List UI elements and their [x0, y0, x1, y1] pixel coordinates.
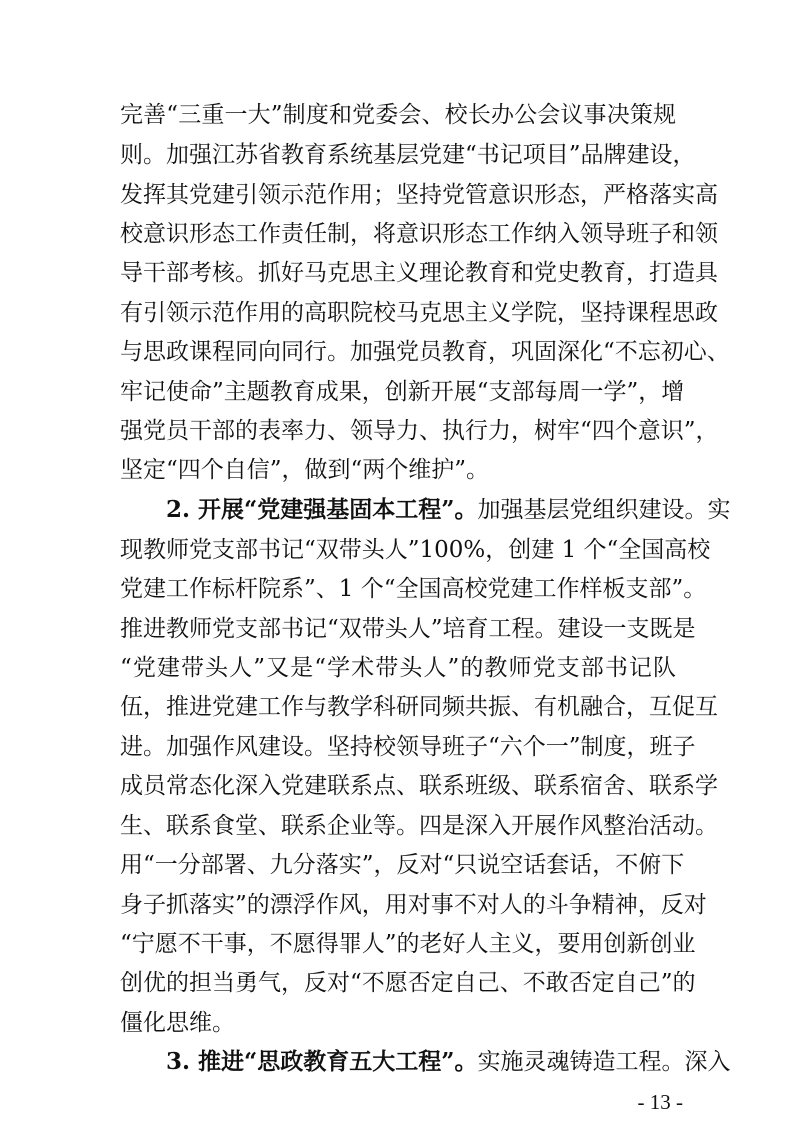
paragraph-1-line-7: 与思政课程同向同行。加强党员教育，巩固深化“不忘初心、 [120, 339, 730, 365]
section-2-line-13: 创优的担当勇气，反对“不愿否定自己、不敢否定自己”的 [120, 970, 696, 996]
paragraph-1-line-8: 牢记使命”主题教育成果，创新开展“支部每周一学”，增 [120, 379, 685, 405]
section-2-line-9: 生、联系食堂、联系企业等。四是深入开展作风整治活动。 [120, 813, 718, 839]
paragraph-1-line-9: 强党员干部的表率力、领导力、执行力，树牢“四个意识”， [120, 418, 719, 444]
section-2-line-4: 推进教师党支部书记“双带头人”培育工程。建设一支既是 [120, 616, 696, 642]
paragraph-1-line-6: 有引领示范作用的高职院校马克思主义学院，坚持课程思政 [120, 300, 718, 326]
section-2-first-line-rest: 加强基层党组织建设。实 [477, 497, 731, 523]
paragraph-1-line-4: 校意识形态工作责任制，将意识形态工作纳入领导班子和领 [120, 221, 718, 247]
section-2-line-2: 现教师党支部书记“双带头人”100%，创建 1 个“全国高校 [120, 537, 711, 563]
section-3-first-line [166, 1047, 731, 1077]
section-2-line-12: “宁愿不干事，不愿得罪人”的老好人主义，要用创新创业 [120, 931, 696, 957]
section-2-line-8: 成员常态化深入党建联系点、联系班级、联系宿舍、联系学 [120, 773, 718, 799]
section-2-line-6: 伍，推进党建工作与教学科研同频共振、有机融合，互促互 [120, 694, 718, 720]
section-3-first-line-rest: 实施灵魂铸造工程。深入 [477, 1049, 731, 1075]
section-2-first-line [166, 495, 731, 525]
paragraph-1-line-1: 完善“三重一大”制度和党委会、校长办公会议事决策规 [120, 102, 676, 128]
section-3-heading: 3. 推进“思政教育五大工程”。 [166, 1048, 478, 1075]
section-2-line-14: 僵化思维。 [120, 1010, 235, 1036]
section-2-line-7: 进。加强作风建设。坚持校领导班子“六个一”制度，班子 [120, 734, 696, 760]
page-number: - 13 - [637, 1090, 683, 1114]
paragraph-1-line-5: 导干部考核。抓好马克思主义理论教育和党史教育，打造具 [120, 260, 718, 286]
paragraph-1-line-2: 则。加强江苏省教育系统基层党建“书记项目”品牌建设， [120, 142, 696, 168]
paragraph-1-line-10: 坚定“四个自信”，做到“两个维护”。 [120, 457, 490, 483]
section-2-line-5: “党建带头人”又是“学术带头人”的教师党支部书记队 [120, 655, 676, 681]
section-2-line-11: 身子抓落实”的漂浮作风，用对事不对人的斗争精神，反对 [120, 892, 707, 918]
paragraph-1-line-3: 发挥其党建引领示范作用；坚持党管意识形态，严格落实高 [120, 182, 718, 208]
section-2-heading: 2. 开展“党建强基固本工程”。 [166, 496, 478, 523]
section-2-line-10: 用“一分部署、九分落实”，反对“只说空话套话，不俯下 [120, 852, 685, 878]
section-2-line-3: 党建工作标杆院系”、1 个“全国高校党建工作样板支部”。 [120, 576, 707, 602]
